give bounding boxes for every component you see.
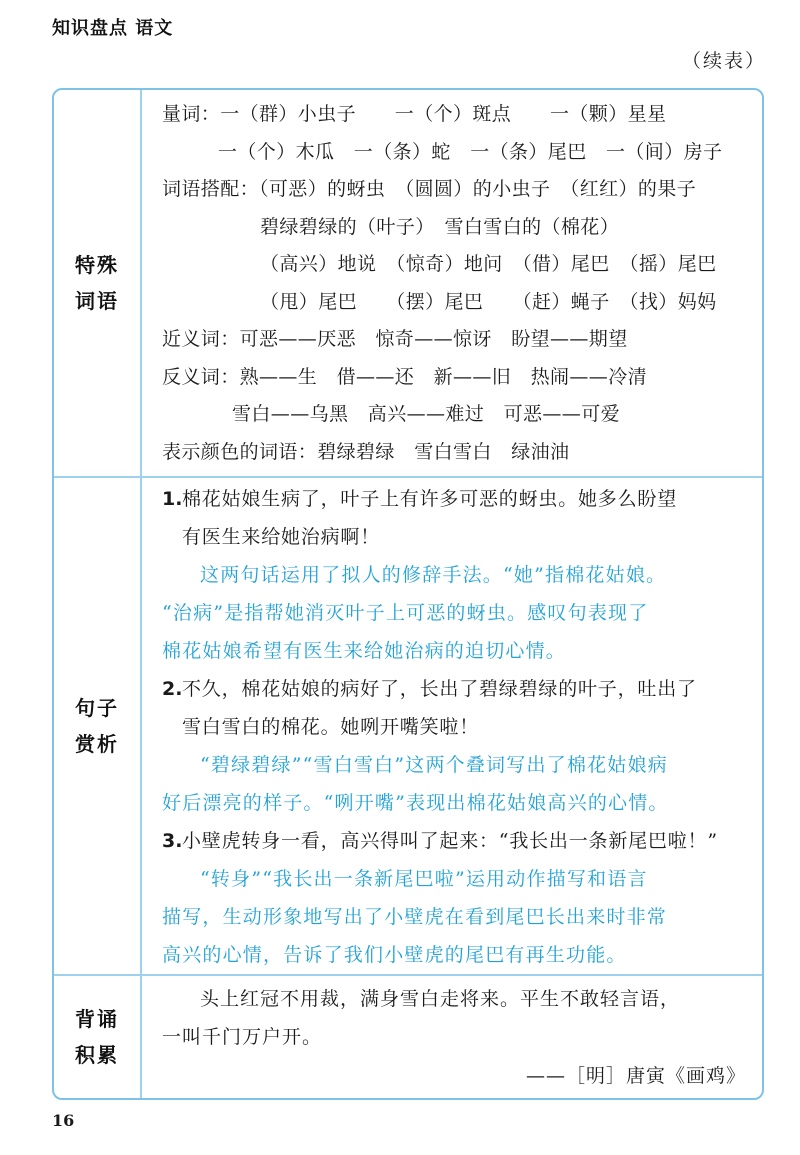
sentence-note — [162, 746, 752, 822]
sentence-text: 小壁虎转身一看，高兴得叫了起来：“我长出一条新尾巴啦！” — [182, 830, 718, 852]
label-line: 赏析 — [75, 732, 119, 756]
note-line: 棉花姑娘希望有医生来给她治病的迫切心情。 — [162, 640, 567, 662]
collocation-line: 词语搭配：（可恶）的蚜虫 （圆圆）的小虫子 （红红）的果子 — [162, 178, 697, 200]
label-line: 特殊 — [75, 253, 119, 277]
row-label-recite — [54, 976, 142, 1098]
page-header-title: 知识盘点 语文 — [52, 18, 174, 39]
sentence-text: 不久，棉花姑娘的病好了，长出了碧绿碧绿的叶子，吐出了 — [182, 678, 697, 700]
measure-words-line: 一（个）木瓜 一（条）蛇 一（条）尾巴 一（间）房子 — [218, 140, 723, 163]
row-special-words — [54, 90, 762, 478]
row-sentence-analysis — [54, 478, 762, 976]
page-number: 16 — [52, 1111, 75, 1130]
color-words-line: 表示颜色的词语：碧绿碧绿 雪白雪白 绿油油 — [162, 440, 570, 463]
sentence-item — [162, 480, 752, 556]
row-label-special-words — [54, 90, 142, 476]
special-words-content — [142, 90, 762, 476]
sentence-analysis-content — [142, 478, 762, 974]
label-line: 积累 — [75, 1043, 119, 1067]
label-line: 词语 — [75, 289, 119, 313]
antonyms-line: 反义词：熟——生 借——还 新——旧 热闹——冷清 — [162, 365, 648, 388]
row-recite — [54, 976, 762, 1098]
synonyms-line: 近义词：可恶——厌恶 惊奇——惊讶 盼望——期望 — [162, 328, 628, 350]
sentence-number: 1. — [162, 488, 183, 510]
sentence-text: 雪白雪白的棉花。她咧开嘴笑啦！ — [182, 716, 480, 738]
note-line: “碧绿碧绿”“雪白雪白”这两个叠词写出了棉花姑娘病 — [200, 754, 668, 776]
poem-attribution: ——［明］唐寅《画鸡》 — [525, 1065, 746, 1087]
note-line: 高兴的心情，告诉了我们小壁虎的尾巴有再生功能。 — [162, 944, 627, 966]
antonyms-line: 雪白——乌黑 高兴——难过 可恶——可爱 — [232, 403, 621, 425]
note-line: “转身”“我长出一条新尾巴啦”运用动作描写和语言 — [200, 868, 648, 890]
label-line: 句子 — [75, 696, 119, 720]
sentence-item — [162, 822, 752, 860]
sentence-text: 有医生来给她治病啊！ — [182, 526, 381, 548]
collocation-line: （高兴）地说 （惊奇）地问 （借）尾巴 （摇）尾巴 — [260, 253, 717, 275]
sentence-number: 2. — [162, 678, 183, 700]
row-label-sentence-analysis — [54, 478, 142, 974]
collocation-line: 碧绿碧绿的（叶子） 雪白雪白的（棉花） — [260, 215, 620, 238]
sentence-item — [162, 670, 752, 746]
note-line: 描写，生动形象地写出了小壁虎在看到尾巴长出来时非常 — [162, 906, 668, 928]
sentence-number: 3. — [162, 830, 183, 852]
continued-label: （续表） — [681, 50, 766, 72]
recite-content — [142, 976, 762, 1098]
sentence-note — [162, 860, 752, 974]
poem-line: 头上红冠不用裁，满身雪白走将来。平生不敢轻言语， — [200, 988, 681, 1010]
poem-line: 一叫千门万户开。 — [162, 1026, 323, 1048]
collocation-line: （甩）尾巴 （摆）尾巴 （赶）蝇子 （找）妈妈 — [260, 290, 717, 313]
note-line: 这两句话运用了拟人的修辞手法。“她”指棉花姑娘。 — [200, 564, 667, 586]
note-line: 好后漂亮的样子。“咧开嘴”表现出棉花姑娘高兴的心情。 — [162, 792, 669, 814]
measure-words-line: 量词：一（群）小虫子 一（个）斑点 一（颗）星星 — [162, 103, 667, 125]
note-line: “治病”是指帮她消灭叶子上可恶的蚜虫。感叹句表现了 — [162, 602, 649, 624]
knowledge-table — [52, 88, 764, 1100]
sentence-note — [162, 556, 752, 670]
sentence-text: 棉花姑娘生病了，叶子上有许多可恶的蚜虫。她多么盼望 — [182, 488, 678, 510]
label-line: 背诵 — [75, 1007, 119, 1031]
